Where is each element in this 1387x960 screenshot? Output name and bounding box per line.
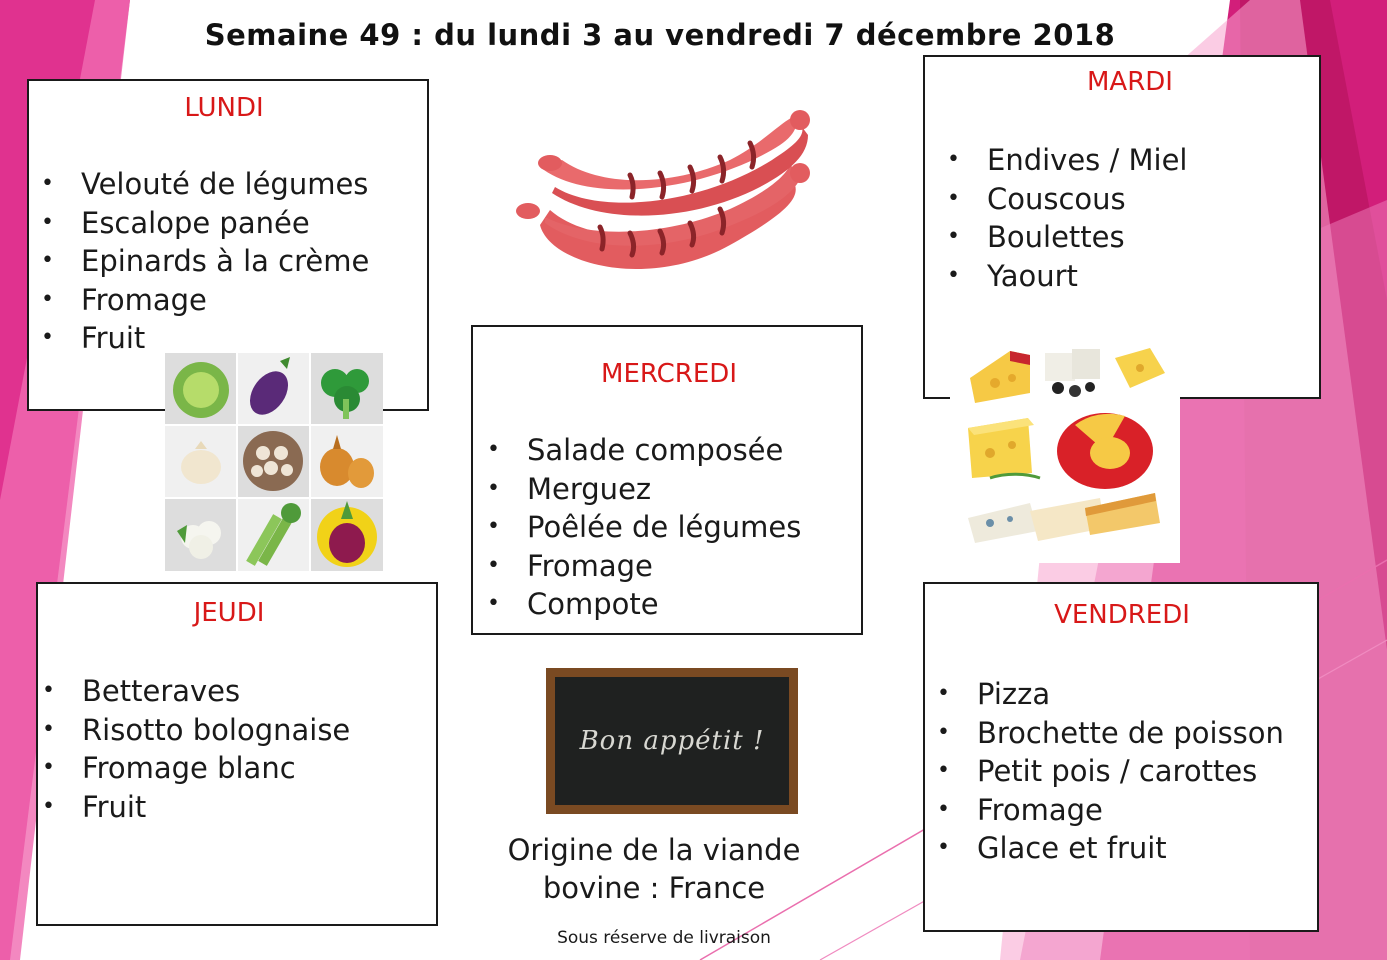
menu-item: • Endives / Miel — [947, 143, 1188, 177]
origin-line-1: Origine de la viande — [507, 833, 801, 867]
menu-item: • Fromage blanc — [42, 751, 296, 785]
page-title: Semaine 49 : du lundi 3 au vendredi 7 décembre 2018 — [204, 18, 1116, 52]
menu-item: • Compote — [487, 587, 659, 621]
menu-item: • Velouté de légumes — [41, 167, 369, 201]
cheese-illustration — [950, 333, 1180, 563]
menu-item: • Fromage — [41, 282, 207, 317]
menu-item: • Fromage — [937, 792, 1103, 827]
menu-item: • Escalope panée — [41, 205, 310, 240]
menu-item: • Yaourt — [947, 258, 1078, 293]
mercredi-title: MERCREDI — [601, 359, 737, 389]
menu-item: • Salade composée — [487, 433, 784, 467]
menu-item: • Merguez — [487, 471, 652, 506]
menu-item: • Risotto bolognaise — [42, 712, 351, 747]
lundi-title: LUNDI — [184, 93, 264, 123]
lundi-menu-list — [41, 165, 369, 358]
menu-item: • Boulettes — [947, 220, 1125, 254]
jeudi-panel — [36, 582, 438, 926]
menu-item: • Pizza — [937, 677, 1051, 711]
jeudi-menu-list — [42, 672, 350, 826]
menu-item: • Betteraves — [42, 674, 241, 708]
origin-line-2: bovine : France — [542, 871, 766, 905]
sausage-illustration — [510, 105, 815, 300]
menu-item: • Petit pois / carottes — [937, 754, 1258, 788]
menu-item: • Couscous — [947, 181, 1126, 216]
mardi-menu-list — [947, 141, 1187, 295]
mercredi-menu-list — [487, 431, 801, 624]
mardi-title: MARDI — [1087, 67, 1173, 97]
mercredi-panel — [471, 325, 863, 635]
menu-item: • Fruit — [42, 789, 147, 824]
jeudi-title: JEUDI — [193, 598, 265, 628]
menu-item: • Glace et fruit — [937, 831, 1167, 865]
vendredi-panel — [923, 582, 1319, 932]
chalkboard-text: Bon appétit ! — [579, 726, 765, 756]
delivery-disclaimer: Sous réserve de livraison — [557, 928, 771, 948]
vendredi-menu-list — [937, 675, 1284, 868]
chalkboard-illustration — [546, 668, 798, 814]
menu-item: • Brochette de poisson — [937, 715, 1284, 750]
menu-item: • Epinards à la crème — [41, 244, 370, 278]
vegetables-grid-illustration — [165, 353, 383, 571]
menu-item: • Fromage — [487, 548, 653, 583]
vendredi-title: VENDREDI — [1054, 600, 1190, 630]
chalkboard-surface — [555, 677, 789, 805]
menu-item: • Fruit — [41, 321, 146, 355]
menu-item: • Poêlée de légumes — [487, 510, 802, 544]
